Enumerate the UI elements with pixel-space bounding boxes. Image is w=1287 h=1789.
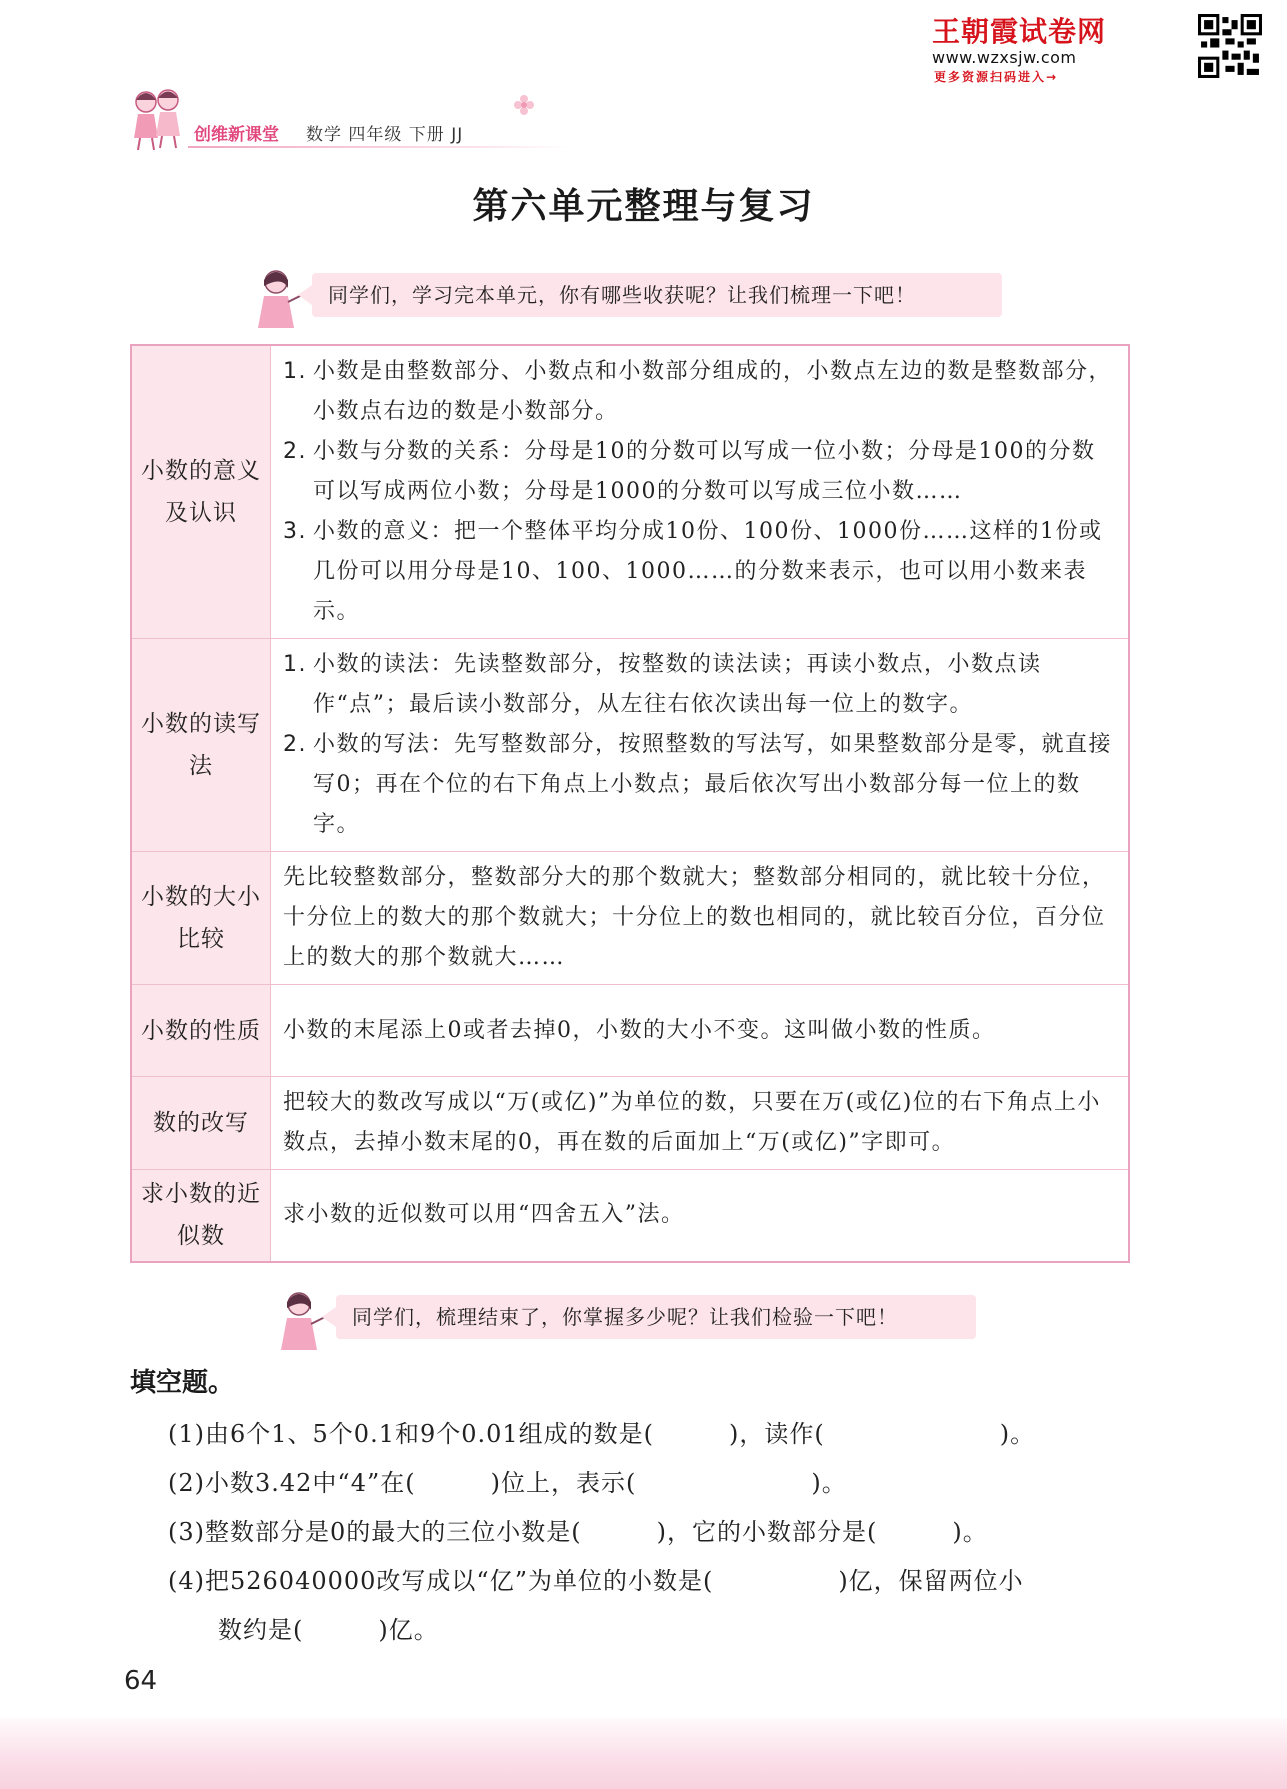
watermark-brand: 王朝霞试卷网 xyxy=(932,15,1107,48)
question-1: (1)由6个1、5个0.1和9个0.01组成的数是( )，读作( )。 xyxy=(168,1420,1036,1448)
course-info: 数学 四年级 下册 JJ xyxy=(306,125,464,145)
row-content xyxy=(271,639,1130,852)
list-item: 1. 小数的读法：先读整数部分，按整数的读法读；再读小数点，小数点读作“点”；最后读小数部分，从左往右依次读出每一位上的数字。 xyxy=(283,652,1042,717)
table-row xyxy=(131,852,1129,985)
header-divider xyxy=(188,146,568,148)
bottom-decoration xyxy=(0,1718,1287,1789)
page-header xyxy=(128,86,558,156)
row-heading: 小数的性质 xyxy=(131,985,271,1077)
list-item: 1. 小数是由整数部分、小数点和小数部分组成的，小数点左边的数是整数部分，小数点右边的数是小数部分。 xyxy=(283,359,1113,424)
row-content: 小数的末尾添上0或者去掉0，小数的大小不变。这叫做小数的性质。 xyxy=(271,985,1130,1077)
row-content: 求小数的近似数可以用“四舍五入”法。 xyxy=(271,1170,1130,1262)
children-mascot-icon xyxy=(128,86,190,152)
flower-icon xyxy=(513,94,535,116)
row-heading: 小数的读写法 xyxy=(131,639,271,852)
speech-bubble-review: 同学们，学习完本单元，你有哪些收获呢？让我们梳理一下吧！ xyxy=(312,273,1002,317)
watermark-url[interactable]: www.wzxsjw.com xyxy=(932,48,1077,67)
table-row xyxy=(131,345,1129,639)
list-item: 2. 小数与分数的关系：分母是10的分数可以写成一位小数；分母是100的分数可以写成两位小数；分母是1000的分数可以写成三位小数…… xyxy=(283,439,1096,504)
row-heading: 数的改写 xyxy=(131,1077,271,1170)
watermark xyxy=(932,10,1192,84)
series-brand: 创维新课堂 xyxy=(194,125,279,145)
table-row xyxy=(131,1170,1129,1262)
qr-code-icon[interactable] xyxy=(1198,14,1262,78)
exercise-title: 填空题。 xyxy=(130,1368,235,1398)
row-content: 把较大的数改写成以“万(或亿)”为单位的数，只要在万(或亿)位的右下角点上小数点，去掉小数末尾的0，再在数的后面加上“万(或亿)”字即可。 xyxy=(271,1077,1130,1170)
question-4: (4)把526040000改写成以“亿”为单位的小数是( )亿，保留两位小 xyxy=(168,1567,1024,1595)
page-title: 第六单元整理与复习 xyxy=(472,186,815,227)
list-item: 2. 小数的写法：先写整数部分，按照整数的写法写，如果整数部分是零，就直接写0；再在个位的右下角点上小数点；最后依次写出小数部分每一位上的数字。 xyxy=(283,732,1113,837)
row-heading: 求小数的近似数 xyxy=(131,1170,271,1262)
row-heading: 小数的大小比较 xyxy=(131,852,271,985)
question-3: (3)整数部分是0的最大的三位小数是( )，它的小数部分是( )。 xyxy=(168,1518,988,1546)
table-row xyxy=(131,985,1129,1077)
table-row xyxy=(131,1077,1129,1170)
page-number: 64 xyxy=(124,1666,158,1696)
watermark-subtitle: 更多资源扫码进入→ xyxy=(934,70,1059,84)
list-item: 3. 小数的意义：把一个整体平均分成10份、100份、1000份……这样的1份或几份可以用分母是10、100、1000……的分数来表示，也可以用小数来表示。 xyxy=(283,519,1103,624)
row-content xyxy=(271,345,1130,639)
table-row xyxy=(131,639,1129,852)
question-4-continued: 数约是( )亿。 xyxy=(218,1616,439,1644)
question-2: (2)小数3.42中“4”在( )位上，表示( )。 xyxy=(168,1469,847,1497)
row-heading: 小数的意义及认识 xyxy=(131,345,271,639)
row-content: 先比较整数部分，整数部分大的那个数就大；整数部分相同的，就比较十分位，十分位上的数大的那个数就大；十分位上的数也相同的，就比较百分位，百分位上的数大的那个数就大…… xyxy=(271,852,1130,985)
knowledge-table xyxy=(130,344,1130,1263)
speech-bubble-check: 同学们，梳理结束了，你掌握多少呢？让我们检验一下吧！ xyxy=(336,1295,976,1339)
